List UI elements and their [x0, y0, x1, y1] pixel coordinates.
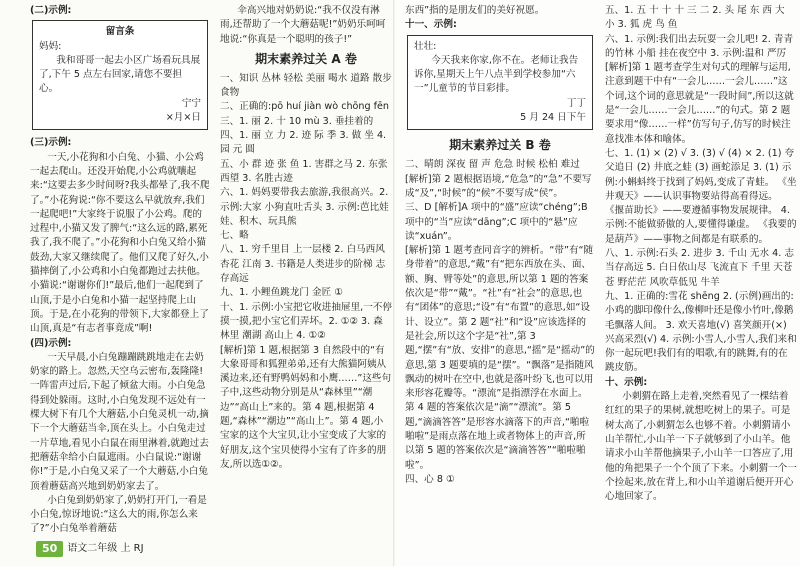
- answer-a-7: 七、略: [220, 230, 249, 242]
- answer-a-1: 一、知识 丛林 轻松 美丽 喝水 道路 散步 食物: [220, 72, 392, 99]
- answer-b-2: 二、晴朗 深夜 留 声 危急 时候 松柏 难过 [解析]第 2 题根据语境,“危急”的“急”不要写成“及”,“时候”的“候”不要写成“侯”。: [405, 159, 592, 199]
- section-2-label: (二)示例:: [30, 5, 72, 16]
- answer-b-5: 四、心 8 ①: [405, 473, 455, 485]
- section-4-text-2: 小白兔到奶奶家了,奶奶打开门,一看是小白兔,惊讶地说:“这么大的雨,你怎么来了?”小白兔举着蘑菇: [30, 494, 207, 535]
- section-4-text-1: 一天早晨,小白兔蹦蹦跳跳地走在去奶奶家的路上。忽然,天空乌云密布,轰隆隆!一阵雷声过后,下起了倾盆大雨。小白兔急得到处躲雨。这时,小白兔发现不远处有一棵大树下有几个大蘑菇,小白兔灵机一动,摘下一个大蘑菇当伞,顶在头上。小白兔走过一片草地,看见小白鼠在雨里淋着,就跑过去把蘑菇伞给小白鼠遮雨。小白鼠说:“谢谢你!”于是,小白兔又采了一个大蘑菇,小白兔顶着蘑菇高兴地到奶奶家去了。: [30, 351, 209, 492]
- exam-a-title: 期末素养过关 A 卷: [255, 51, 357, 66]
- right-page: [395, 0, 800, 566]
- answer-a-10: 十、1. 示例:小宝把它收进抽屉里,一不停摸一摸,把小宝它们弄坏。2. ①② 3. 森林里 潮湖 高山上 4. ①②: [220, 301, 392, 342]
- exam-b-title: 期末素养过关 B 卷: [449, 138, 551, 153]
- answer-c-1: 五、1. 五 十 十 十 三 二 2. 头 尾 东 西 大 小 3. 狐 虎 鸟 鱼: [605, 5, 785, 31]
- answer-a-2: 二、正确的:pō huí jiàn wò chōng fēn: [220, 101, 389, 113]
- answer-a-5: 五、小 群 迹 张 鱼 1. 害群之马 2. 东张西望 3. 名胜古迹: [220, 158, 388, 184]
- answer-a-12: 东西”指的是朋友们的美好祝愿。: [405, 5, 545, 16]
- note-body: 我和哥哥一起去小区广场看玩具展了,下午 5 点左右回家,请您不要担心。: [39, 54, 201, 95]
- section-3-text: 一天,小花狗和小白兔、小猫、小公鸡一起去爬山。还没开始爬,小公鸡就嚷起来:“这要去多少时间呀?我头都晕了,我不爬了。”小花狗说:“你不要这么早就放弃,我们一起爬吧!”大家终于说服了小公鸡。爬的过程中,小猫又发了脾气:“这么远的路,累死我了,我不爬了。”小花狗和小白兔又给小猫鼓劲,大家又继续爬了。他们又爬了好久,小猫摔倒了,小公鸡和小白兔都跑过去扶他。小猫说:“谢谢你们!”最后,他们一起爬到了山顶,于是小白兔和小猫一起坚持爬上山顶。于是,在小花狗的带领下,大家都登上了山顶,真是“有志者事竟成”啊!: [30, 151, 210, 335]
- left-page: [0, 0, 395, 566]
- note2-date: 5 月 24 日下午: [520, 112, 586, 124]
- continuation-text: 伞高兴地对奶奶说:“我不仅没有淋雨,还帮助了一个大蘑菇呢!”奶奶乐呵呵地说:“你真是一个聪明的孩子!”: [220, 5, 386, 45]
- section-3-label: (三)示例:: [30, 137, 72, 149]
- answer-c-6-text: 小刺猬在路上走着,突然看见了一棵结着红红的果子的果树,就想吃树上的果子。可是树太高了,小刺猬怎么也够不着。小刺猬请小山羊帮忙,小山羊一下子就够到了小山羊。他请求小山羊帮他摘果子,小山羊一口答应了,用他的角把果子一个个顶了下来。小刺猬一个一个捡起来,放在背上,和小山羊道谢后便开开心心地回家了。: [605, 391, 797, 503]
- column-3: [405, 4, 595, 487]
- page-footer: [36, 541, 144, 557]
- message-note: [32, 20, 208, 130]
- answer-c-6-label: 十、示例:: [605, 376, 648, 388]
- book-label: 语文二年级 上 RJ: [67, 543, 144, 554]
- note2-body: 今天我来你家,你不在。老师让我告诉你,星期天上午八点半到学校参加“六一”儿童节的节目彩排。: [414, 54, 579, 95]
- note-date: ×月×日: [165, 112, 201, 124]
- page-number: 50: [36, 541, 63, 557]
- answer-a-8: 八、1. 穷千里目 上一层楼 2. 白马西风 杏花 江南 3. 书籍是人类进步的阶梯 志存高远: [220, 244, 386, 285]
- answer-a-11-label: 十一、示例:: [405, 19, 457, 31]
- answer-c-3: 七、1. (1) × (2) √ 3. (3) √ (4) × 2. (1) 夸父追日 (2) 井底之蛙 (3) 画蛇添足 3. (1) 示例:小蝌蚪终于找到了妈妈,变成了青蛙。 《坐井观天》——认识事物要站得高看得远。 《揠苗助长》——要遵循事物发展规律。 4. 示例:不能做骄傲的人,要懂得谦虚。 《我要的是葫芦》——事物之间都是有联系的。: [605, 147, 797, 245]
- note2-greeting: 壮壮:: [414, 40, 437, 52]
- note-sign: 宁宁: [181, 97, 201, 109]
- answer-c-4: 八、1. 示例:石头 2. 进步 3. 千山 无水 4. 志当存高远 5. 白日依山尽 飞流直下 千里 天苍苍 野茫茫 风吹草低见 牛羊: [605, 248, 794, 288]
- answer-b-analysis: [解析]第 1 题考查同音字的辨析。“带”有“随身带着”的意思,“戴”有“把东西放在头、面、额、胸、臂等处”的意思,所以第 1 题的答案依次是“带”“戴”。“社”有“社会”的意思,也有“团体”的意思;“设”有“布置”的意思,如“设计、设立”。第 2 题“社”和“设”应该选择的是社会,所以这个字是“社”,第 3 题,“摆”有“放、安排”的意思,“摇”是“摇动”的意思,第 3 题要填的是“摆”。“飘落”是指随风飘动的树叶在空中,也就是落叶纷飞,也可以用来形容花瓣等。“漂流”是指漂浮在水面上。第 4 题的答案依次是“滴”“漂流”。第 5 题,“滴滴答答”是形容水滴落下的声音,“啪啦啪啦”是雨点落在地上或者物体上的声音,所以第 5 题的答案依次是“滴滴答答”“啪啦啪啦”。: [405, 245, 595, 471]
- section-4-label: (四)示例:: [30, 337, 72, 349]
- answer-b-3: 三、D [解析]A 项中的“盛”应读“chéng”;B 项中的“当”应读“dāng”;C 项中的“悬”应读“xuán”。: [405, 202, 588, 242]
- note-greeting: 妈妈:: [39, 40, 62, 52]
- answer-c-2: 六、1. 示例:我们出去玩耍一会儿吧! 2. 青青的竹林 小船 挂在夜空中 3. 示例:温和 严厉 [解析]第 1 题考查学生对句式的理解与运用,注意到题干中有“一会儿……一会儿……”这个词,这个词的意思就是“一段时间”,所以这就是“一会儿……一会儿……”的句式。第 2 题要求用“像……一样”仿写句子,仿写的时候注意找准本体和喻体。: [605, 33, 794, 145]
- answer-a-3: 三、1. 丽 2. 十 10 mù 3. 垂挂着的: [220, 115, 374, 127]
- note2-sign: 丁丁: [566, 97, 586, 109]
- answer-a-11: [解析]第 1 题,根据第 3 自然段中的“有大象哥哥和狐狸弟弟,还有大熊猫阿姨从溪边来,还有野鸭妈妈和小鹰……”这些句子中,这些动物分别是从“森林里”“潮边”“高山上”来的。第 4 题,根据第 4 题,“森林”“潮边”“高山上”。第 4 题,小宝家的这个大宝贝,让小宝变成了大家的好朋友,这个宝贝使得小宝有了许多的朋友,所以选①②。: [220, 344, 392, 470]
- message-note-2: [407, 35, 593, 131]
- answer-c-5: 九、1. 正确的:雪花 shēng 2. (示例)画出的:小鸡的脚印像什么,像柳叶还是像小竹叶,像鹅毛飘落人间。 3. 欢天喜地(√) 喜笑颜开(×) 兴高采烈(√) 4. 示例:小雪人,小雪人,我们来和你一起玩吧!我们有的唱歌,有的跳舞,有的在跳皮筋。: [605, 290, 797, 374]
- note-title: 留言条: [105, 26, 135, 38]
- column-4: [605, 4, 797, 504]
- column-2: [220, 4, 392, 472]
- column-1: [30, 4, 210, 537]
- answer-a-4: 四、1. 丽 立 力 2. 迹 际 季 3. 做 坐 4. 园 元 圆: [220, 130, 387, 156]
- answer-a-9: 九、1. 小鲤鱼跳龙门 金匠 ①: [220, 287, 343, 299]
- answer-a-6: 六、1. 妈妈要带我去旅游,我很高兴。2. 示例:大家 小狗直吐舌头 3. 示例:芭比娃娃、积木、玩具熊: [220, 187, 389, 227]
